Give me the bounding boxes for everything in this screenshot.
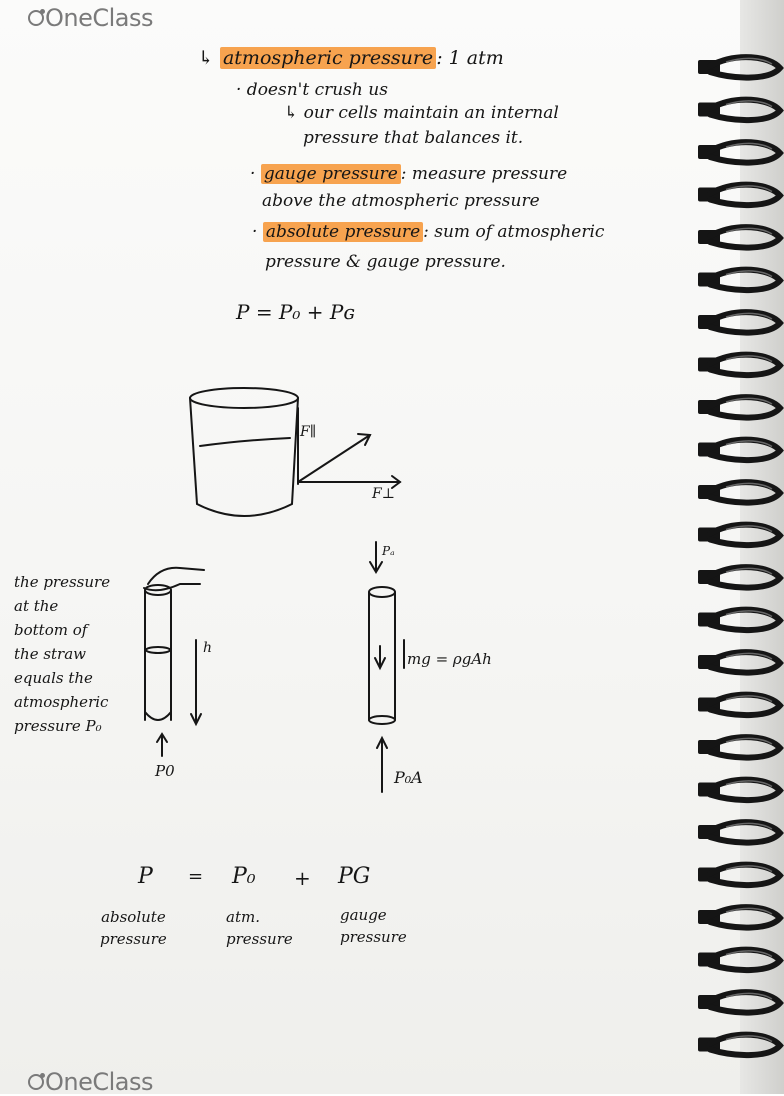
logo-text-bottom: OneClass [45,1068,154,1096]
note-line-5: · gauge pressure : measure pressure [250,164,568,184]
water-line [200,438,290,446]
caption-line-3: bottom of [14,621,88,639]
straw-bottom-opening [369,716,395,724]
spiral-ring [698,355,780,375]
note-line-1 [198,48,504,68]
label-atm-line1: atm. [226,908,260,926]
spiral-ring [698,185,780,205]
beaker-force-diagram [180,378,420,528]
spiral-ring [698,440,780,460]
absolute-pressure-highlight: absolute pressure [263,222,423,242]
spiral-ring [698,397,780,417]
finger-top [148,568,204,584]
caption-line-7: pressure P₀ [14,717,102,735]
label-absolute-line1: absolute [101,908,166,926]
p0-label: P0 [155,762,175,780]
spiral-binding [696,40,784,1090]
label-absolute-line2: pressure [100,930,167,948]
atmospheric-pressure-highlight: atmospheric pressure [220,47,436,69]
label-gauge-line2: pressure [340,928,407,946]
logo-text-top: OneClass [45,4,154,32]
caption-line-6: atmospheric [14,693,109,711]
formula2-p: P [138,864,153,889]
spiral-ring [698,482,780,502]
caption-line-4: the straw [14,645,87,663]
force-parallel-label: F∥ [300,424,317,440]
spiral-ring [698,142,780,162]
caption-line-1: the pressure [14,573,111,591]
spiral-ring [698,737,780,757]
formula-p-equals: P = P₀ + Pɢ [236,300,355,324]
arrow-icon: ↳ [198,47,214,69]
force-perp-label: F⊥ [372,486,395,502]
label-gauge [340,904,407,948]
note-line-4: pressure that balances it. [303,128,524,148]
formula2-pg: PG [338,864,371,889]
spiral-ring [698,100,780,120]
gauge-pressure-highlight: gauge pressure [261,164,401,184]
oneclass-logo-bottom [28,1068,153,1096]
formula2-equals: = [188,866,204,887]
formula2-p0: P₀ [232,864,256,889]
beaker-body [190,398,298,516]
oneclass-logo-top [28,4,153,32]
formula2-plus: + [294,866,311,890]
spiral-ring [698,780,780,800]
note-line-3-text: our cells maintain an internal [303,103,559,123]
straw-bottom [145,712,171,720]
straw-force-diagram [350,540,430,800]
label-atm [226,906,293,950]
straw-caption [14,570,110,738]
pa-label: Pₐ [382,544,395,558]
note-line-8: pressure & gauge pressure. [265,252,506,272]
caption-line-5: equals the [14,669,93,687]
p0a-label: P₀A [394,768,423,787]
note-line-6: above the atmospheric pressure [262,191,540,211]
note-line-3 [284,103,559,123]
note-line-1-rest: : 1 atm [436,47,504,69]
beaker-rim [190,388,298,408]
spiral-ring [698,865,780,885]
oneclass-logo-icon [28,1074,44,1090]
spiral-ring [698,312,780,332]
caption-line-2: at the [14,597,59,615]
straw-liquid-level [146,647,170,653]
spiral-ring [698,270,780,290]
spiral-ring [698,227,780,247]
spiral-ring [698,57,780,77]
note-line-7-rest: : sum of atmospheric [423,222,605,242]
note-line-2: · doesn't crush us [236,80,388,100]
spiral-ring [698,610,780,630]
spiral-ring [698,992,780,1012]
arrow-icon: ↳ [284,103,299,123]
spiral-ring [698,907,780,927]
height-label: h [203,640,213,656]
force-parallel-arrow [298,435,370,482]
label-absolute [100,906,167,950]
spiral-ring [698,567,780,587]
note-line-5-rest: : measure pressure [400,164,568,184]
spiral-ring [698,695,780,715]
spiral-ring [698,1035,780,1055]
straw-with-finger-diagram [140,560,220,760]
spiral-ring [698,950,780,970]
label-gauge-line1: gauge [340,906,387,924]
label-atm-line2: pressure [226,930,293,948]
oneclass-logo-icon [28,10,44,26]
spiral-ring [698,652,780,672]
weight-label: mg = ρgAh [407,650,492,668]
spiral-ring [698,525,780,545]
note-line-7: · absolute pressure : sum of atmospheric [252,222,605,242]
spiral-ring [698,822,780,842]
straw-top-opening [369,587,395,597]
